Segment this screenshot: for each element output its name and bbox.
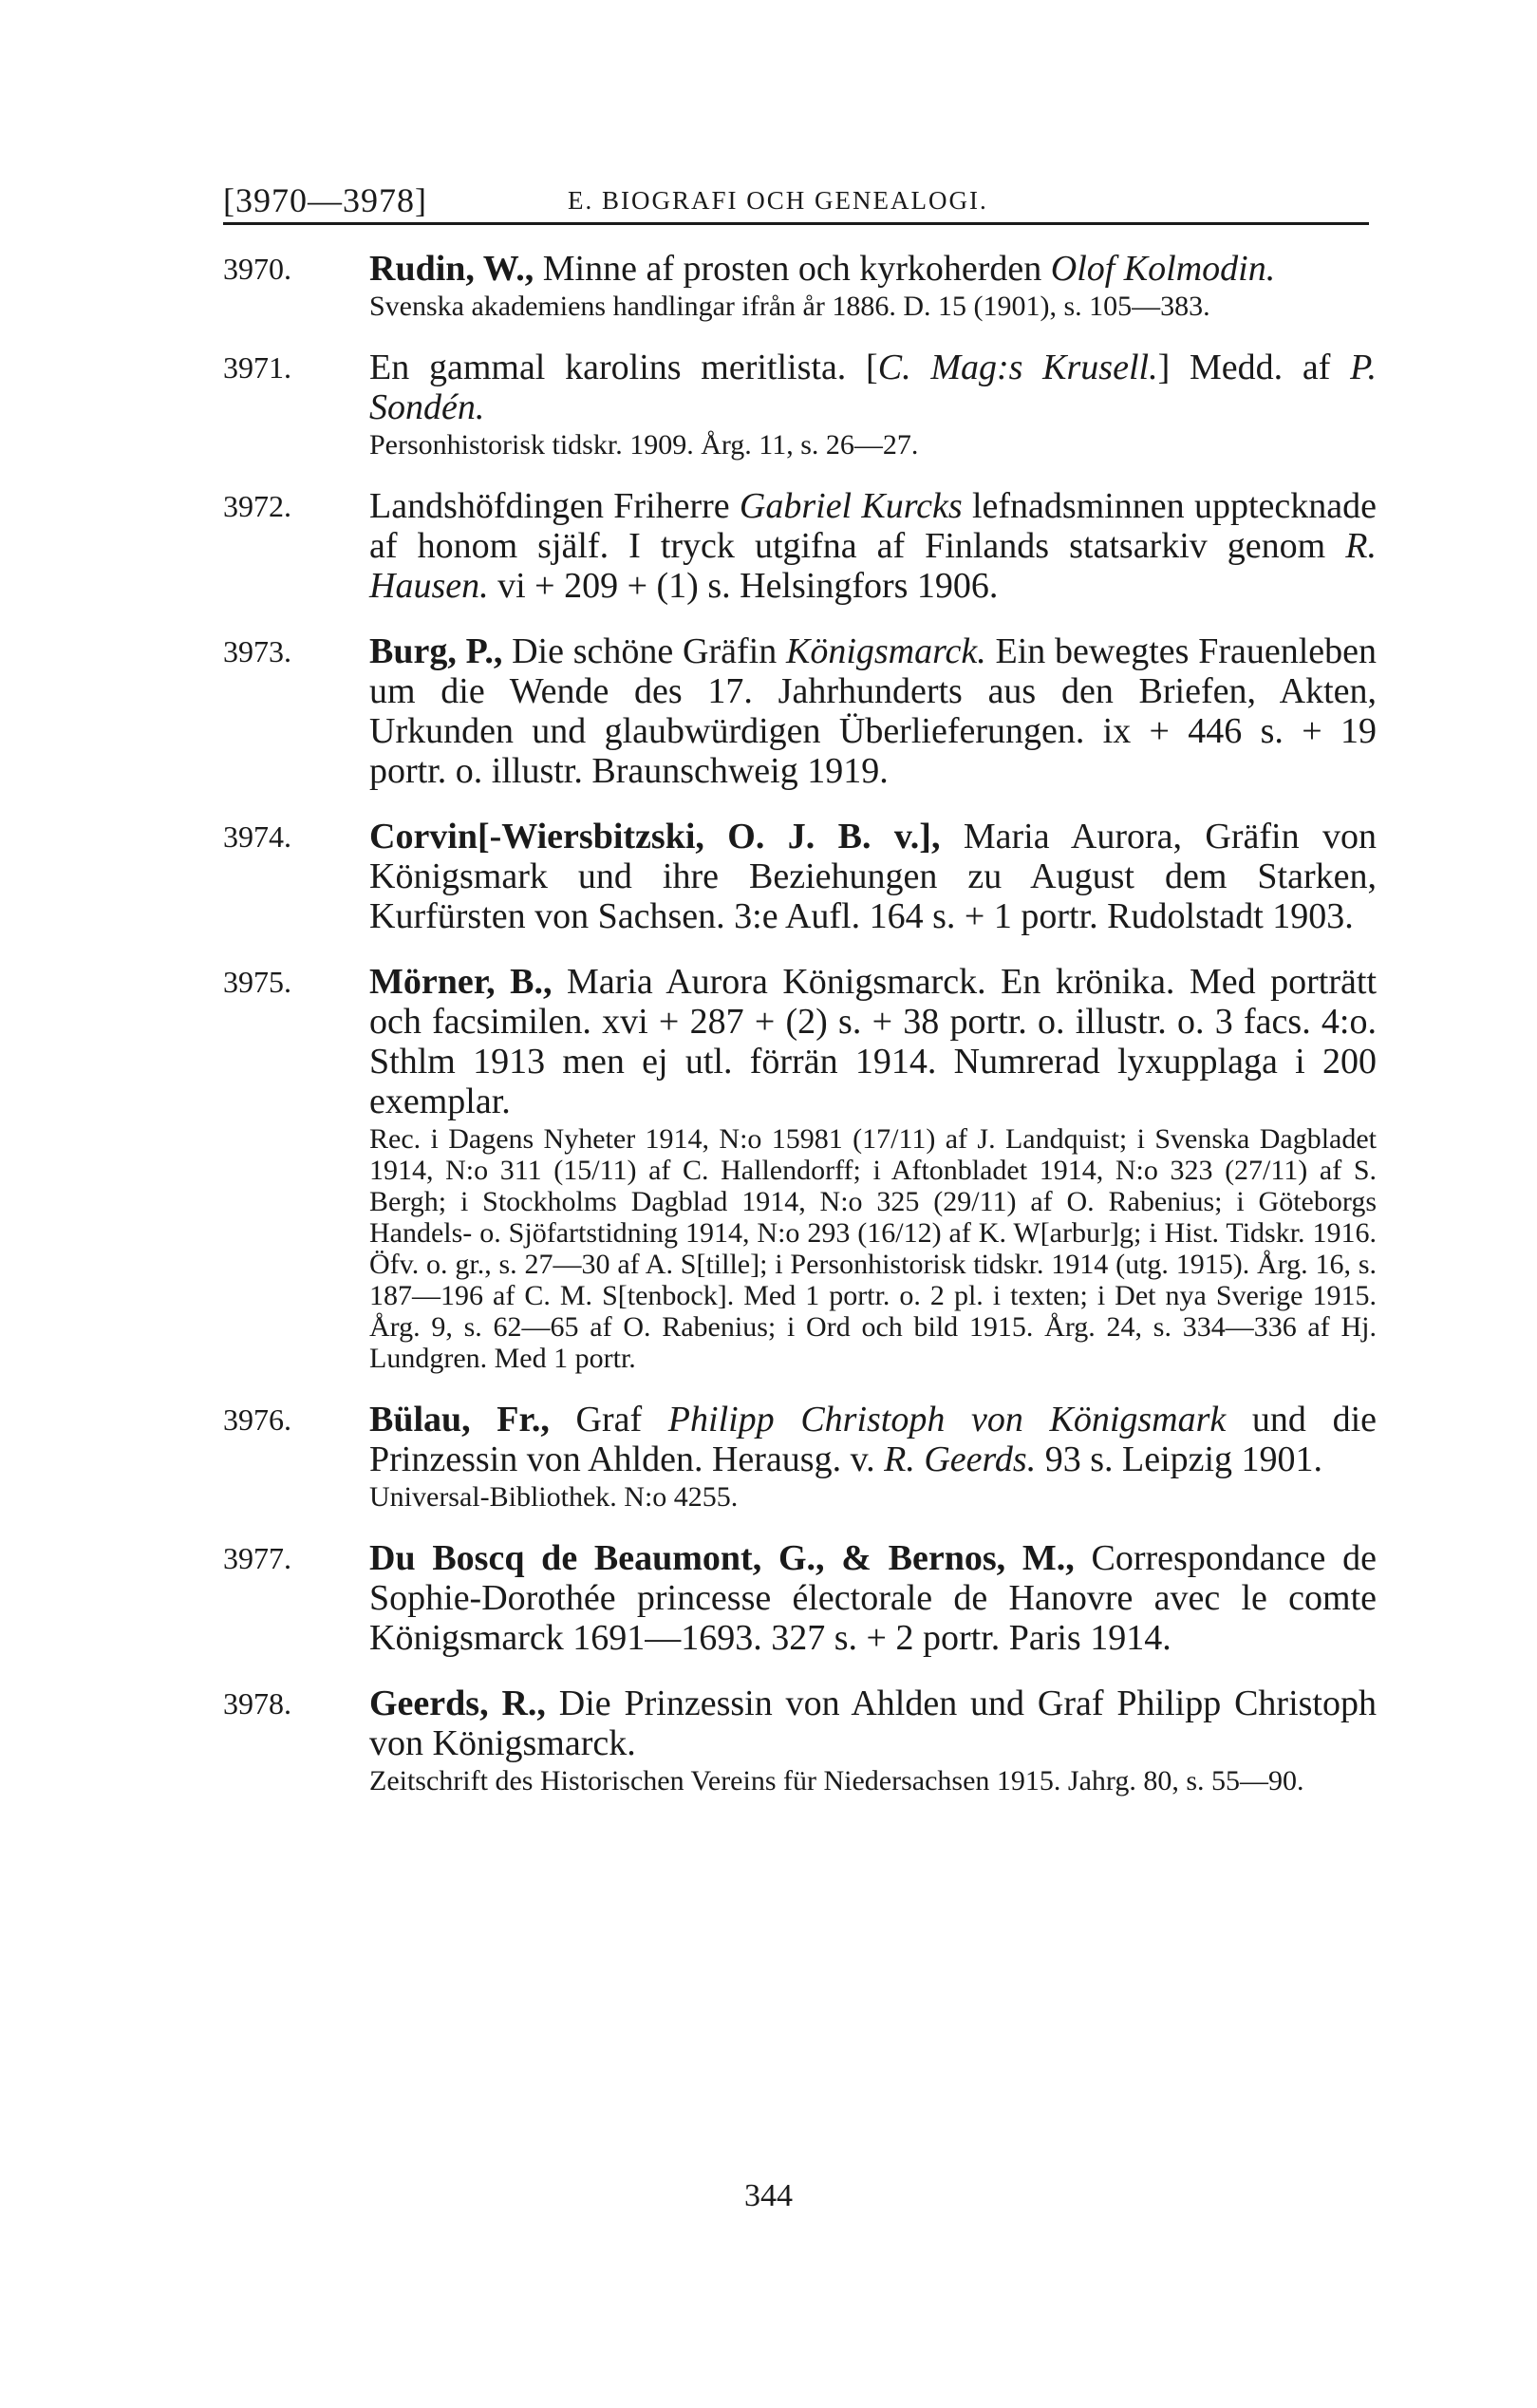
entry-author: Burg, P., (369, 631, 503, 671)
entry-text: Burg, P., Die schöne Gräfin Königsmarck. Ein bewegtes Frauenleben um die Wende des 17. Jahrhunderts aus den Briefen, Akten, Urkunden und glaubwürdigen Überlieferungen. ix + 446 s. + 19 portr. o. illustr. Braunschweig 1919. (369, 631, 1378, 791)
entry-text: Rudin, W., Minne af prosten och kyrkoherden Olof Kolmodin. (369, 249, 1276, 289)
entry-number: 3978. (223, 1686, 291, 1721)
entry-3978 (223, 1684, 1377, 1797)
entry-number: 3971. (223, 350, 291, 385)
entry-text: Bülau, Fr., Graf Philipp Christoph von Königsmark und die Prinzessin von Ahlden. Herausg. v. R. Geerds. 93 s. Leipzig 1901. (369, 1400, 1377, 1479)
header-range: [3970—3978] (223, 181, 427, 219)
entry-author: Geerds, R., (369, 1684, 546, 1723)
entry-text: Mörner, B., Maria Aurora Königsmarck. En krönika. Med porträtt och facsimilen. xvi + 287 + (2) s. + 38 portr. o. illustr. o. 3 facs. 4:o. Sthlm 1913 men ej utl. förrän 1914. Numrerad lyxupplaga i 200 exemplar. (369, 962, 1377, 1121)
entry-number: 3975. (223, 965, 291, 999)
entry-note: Personhistorisk tidskr. 1909. Årg. 11, s. 26—27. (369, 429, 919, 461)
entry-text: Landshöfdingen Friherre Gabriel Kurcks lefnadsminnen upptecknade af honom själf. I tryck utgifna af Finlands statsarkiv genom R. Hausen. vi + 209 + (1) s. Helsingfors 1906. (369, 486, 1377, 606)
entry-number: 3970. (223, 252, 291, 286)
entry-3972 (223, 486, 1377, 606)
entry-author: Corvin[-Wiersbitzski, O. J. B. v.], (369, 817, 941, 856)
entry-3973 (223, 631, 1377, 791)
bibliography-list (223, 249, 1377, 1822)
entry-author: Bülau, Fr., (369, 1400, 550, 1439)
entry-3970 (223, 249, 1377, 322)
running-header (223, 180, 1369, 225)
entry-3975 (223, 962, 1377, 1374)
entry-author: Mörner, B., (369, 962, 553, 1002)
entry-note: Zeitschrift des Historischen Vereins für Niedersachsen 1915. Jahrg. 80, s. 55—90. (369, 1765, 1304, 1797)
entry-note: Svenska akademiens handlingar ifrån år 1886. D. 15 (1901), s. 105—383. (369, 291, 1210, 322)
entry-3974 (223, 817, 1377, 936)
entry-note: Universal-Bibliothek. N:o 4255. (369, 1481, 739, 1513)
entry-3976 (223, 1400, 1377, 1513)
entry-number: 3974. (223, 819, 291, 854)
entry-number: 3977. (223, 1541, 291, 1575)
entry-text: Du Boscq de Beaumont, G., & Bernos, M., Correspondance de Sophie-Dorothée princesse électorale de Hanovre avec le comte Königsmarck 1691—1693. 327 s. + 2 portr. Paris 1914. (369, 1538, 1377, 1658)
entry-author: Rudin, W., (369, 249, 534, 289)
header-title: E. BIOGRAFI OCH GENEALOGI. (568, 186, 988, 215)
entry-number: 3976. (223, 1402, 291, 1437)
entry-author: Du Boscq de Beaumont, G., & Bernos, M., (369, 1538, 1075, 1578)
entry-note: Rec. i Dagens Nyheter 1914, N:o 15981 (17/11) af J. Landquist; i Svenska Dagbladet 1914, N:o 311 (15/11) af C. Hallendorff; i Aftonbladet 1914, N:o 323 (27/11) af S. Bergh; i Stockholms Dagblad 1914, N:o 325 (29/11) af O. Rabenius; i Göteborgs Handels- o. Sjöfartstidning 1914, N:o 293 (16/12) af K. W[arbur]g; i Hist. Tidskr. 1916. Öfv. o. gr., s. 27—30 af A. S[tille]; i Personhistorisk tidskr. 1914 (utg. 1915). Årg. 16, s. 187—196 af C. M. S[tenbock]. Med 1 portr. o. 2 pl. i texten; i Det nya Sverige 1915. Årg. 9, s. 62—65 af O. Rabenius; i Ord och bild 1915. Årg. 24, s. 334—336 af Hj. Lundgren. Med 1 portr. (369, 1123, 1377, 1374)
entry-text: Corvin[-Wiersbitzski, O. J. B. v.], Maria Aurora, Gräfin von Königsmark und ihre Beziehungen zu August dem Starken, Kurfürsten von Sachsen. 3:e Aufl. 164 s. + 1 portr. Rudolstadt 1903. (369, 817, 1377, 936)
entry-text: En gammal karolins meritlista. [C. Mag:s Krusell.] Medd. af P. Sondén. (369, 348, 1377, 427)
entry-number: 3973. (223, 634, 291, 668)
entry-3971 (223, 348, 1377, 461)
entry-text: Geerds, R., Die Prinzessin von Ahlden und Graf Philipp Christoph von Königsmarck. (369, 1684, 1377, 1763)
entry-number: 3972. (223, 489, 291, 523)
entry-3977 (223, 1538, 1377, 1658)
page-number: 344 (744, 2178, 793, 2213)
